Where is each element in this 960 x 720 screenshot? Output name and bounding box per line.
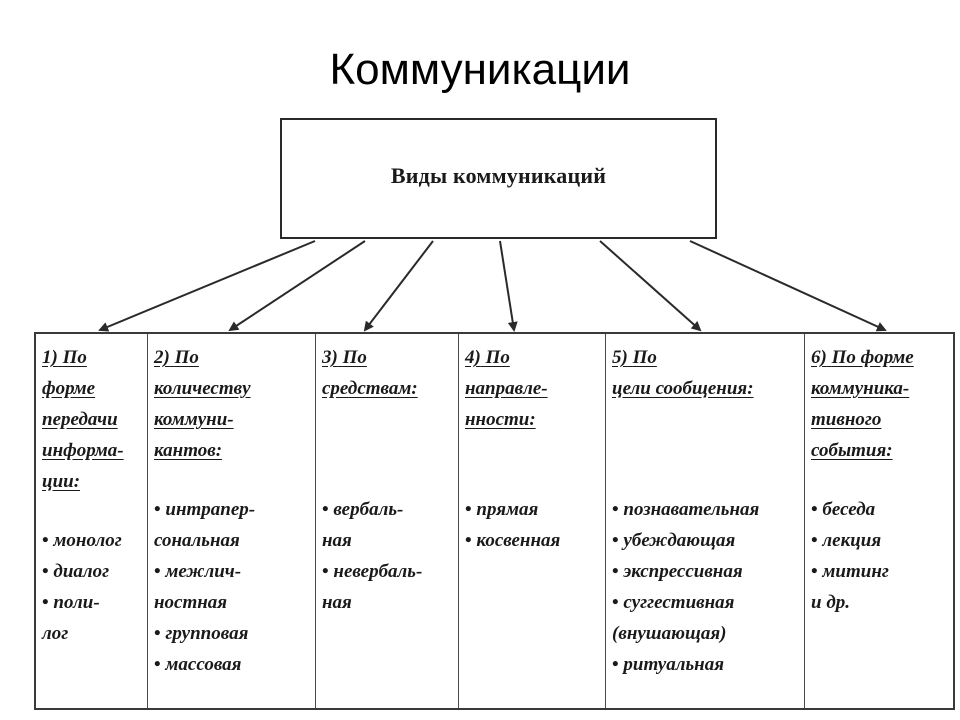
- list-item-text: массовая: [165, 654, 242, 675]
- bullet-icon: •: [154, 499, 161, 520]
- category-heading-text: По направле- нности:: [465, 347, 548, 430]
- slide-title: Коммуникации: [329, 45, 631, 94]
- list-item-text: невербаль- ная: [322, 561, 423, 613]
- bullet-icon: •: [465, 530, 472, 551]
- bullet-icon: •: [154, 654, 161, 675]
- bullet-icon: •: [322, 499, 329, 520]
- category-items: [465, 494, 601, 556]
- bullet-icon: •: [811, 499, 818, 520]
- category-items: [612, 494, 800, 680]
- root-node: [280, 118, 717, 239]
- list-item: [322, 494, 454, 556]
- arrow-1: [100, 241, 315, 330]
- bullet-icon: •: [612, 530, 619, 551]
- list-item: [811, 556, 949, 618]
- category-items: [811, 494, 949, 618]
- category-heading: [612, 342, 800, 404]
- list-item-text: косвенная: [476, 530, 561, 551]
- list-item-text: познавательная: [623, 499, 760, 520]
- list-item: [42, 587, 143, 649]
- list-item-text: лекция: [822, 530, 882, 551]
- bullet-icon: •: [42, 561, 49, 582]
- list-item-text: ритуальная: [623, 654, 724, 675]
- bullet-icon: •: [612, 592, 619, 613]
- list-item: [42, 525, 143, 556]
- category-heading: [154, 342, 311, 466]
- category-heading-text: По количеству коммуни- кантов:: [154, 347, 251, 461]
- list-item-text: беседа: [822, 499, 876, 520]
- bullet-icon: •: [612, 499, 619, 520]
- list-item: [612, 525, 800, 556]
- bullet-icon: •: [465, 499, 472, 520]
- category-heading-text: По цели сообщения:: [612, 347, 754, 399]
- category-heading: [811, 342, 949, 466]
- arrow-4: [500, 241, 514, 330]
- list-item-text: экспрессивная: [623, 561, 743, 582]
- bullet-icon: •: [154, 561, 161, 582]
- category-number: 5): [612, 347, 628, 368]
- arrow-6: [690, 241, 885, 330]
- arrow-2: [230, 241, 365, 330]
- list-item: [42, 556, 143, 587]
- list-item-text: прямая: [476, 499, 539, 520]
- list-item: [612, 556, 800, 587]
- bullet-icon: •: [811, 561, 818, 582]
- list-item: [154, 618, 311, 649]
- category-column: [148, 334, 316, 708]
- category-heading: [322, 342, 454, 404]
- category-number: 4): [465, 347, 481, 368]
- list-item-text: монолог: [53, 530, 122, 551]
- bullet-icon: •: [154, 623, 161, 644]
- list-item-text: диалог: [53, 561, 110, 582]
- list-item-text: вербаль- ная: [322, 499, 404, 551]
- category-heading: [465, 342, 601, 435]
- bullet-icon: •: [42, 592, 49, 613]
- list-item: [811, 494, 949, 525]
- category-number: 3): [322, 347, 338, 368]
- list-item: [612, 494, 800, 525]
- list-item: [465, 525, 601, 556]
- bullet-icon: •: [322, 561, 329, 582]
- category-column: [316, 334, 459, 708]
- list-item: [322, 556, 454, 618]
- list-item: [465, 494, 601, 525]
- category-column: [36, 334, 148, 708]
- category-column: [606, 334, 805, 708]
- list-item-text: групповая: [165, 623, 249, 644]
- list-item: [154, 494, 311, 556]
- bullet-icon: •: [612, 561, 619, 582]
- category-column: [805, 334, 953, 708]
- list-item-text: интрапер- сональная: [154, 499, 256, 551]
- category-number: 2): [154, 347, 170, 368]
- category-heading-text: По форме коммуника- тивного события:: [811, 347, 914, 461]
- arrow-3: [365, 241, 433, 330]
- category-items: [154, 494, 311, 680]
- category-number: 1): [42, 347, 58, 368]
- root-node-label: Виды коммуникаций: [390, 162, 607, 188]
- bullet-icon: •: [612, 654, 619, 675]
- list-item: [612, 587, 800, 649]
- list-item-text: митинг и др.: [811, 561, 889, 613]
- list-item: [154, 556, 311, 618]
- list-item: [154, 649, 311, 680]
- category-column: [459, 334, 606, 708]
- list-item: [811, 525, 949, 556]
- list-item: [612, 649, 800, 680]
- category-items: [322, 494, 454, 618]
- category-heading-text: По форме передачи информа- ции:: [42, 347, 124, 492]
- category-heading-text: По средствам:: [322, 347, 418, 399]
- category-number: 6): [811, 347, 827, 368]
- category-heading: [42, 342, 143, 497]
- categories-table: [34, 332, 955, 710]
- bullet-icon: •: [42, 530, 49, 551]
- bullet-icon: •: [811, 530, 818, 551]
- category-items: [42, 525, 143, 649]
- list-item-text: межлич- ностная: [154, 561, 242, 613]
- list-item-text: поли- лог: [42, 592, 100, 644]
- list-item-text: убеждающая: [623, 530, 736, 551]
- arrow-5: [600, 241, 700, 330]
- list-item-text: суггестивная (внушающая): [612, 592, 735, 644]
